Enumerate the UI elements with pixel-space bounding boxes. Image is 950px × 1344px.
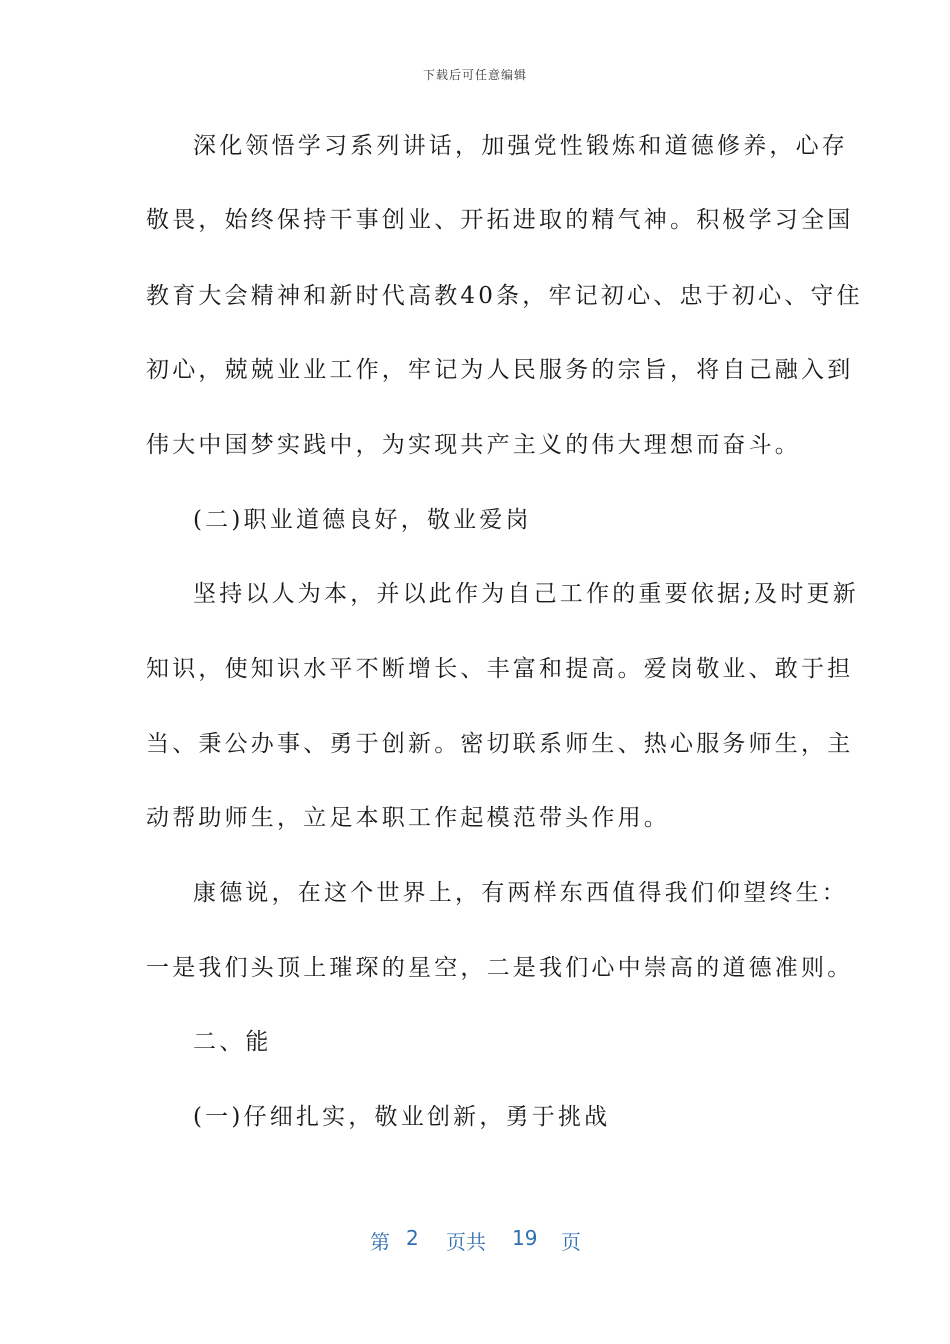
body-line: 当、秉公办事、勇于创新。密切联系师生、热心服务师生，主 <box>146 731 854 757</box>
body-line: 伟大中国梦实践中，为实现共产主义的伟大理想而奋斗。 <box>146 432 801 458</box>
total-pages-number: 19 <box>512 1226 538 1250</box>
body-line: 一是我们头顶上璀琛的星空，二是我们心中崇高的道德准则。 <box>146 955 854 981</box>
body-line: 深化领悟学习系列讲话，加强党性锻炼和道德修养，心存 <box>193 133 848 159</box>
section-heading: 二、能 <box>193 1029 272 1055</box>
body-line: 初心，兢兢业业工作，牢记为人民服务的宗旨，将自己融入到 <box>146 357 854 383</box>
body-line: 康德说，在这个世界上，有两样东西值得我们仰望终生： <box>193 880 848 906</box>
section-heading: (二)职业道德良好，敬业爱岗 <box>193 507 532 533</box>
page-suffix: 页 <box>561 1230 581 1254</box>
body-line: 敬畏，始终保持干事创业、开拓进取的精气神。积极学习全国 <box>146 207 854 233</box>
page-middle: 页共 <box>446 1230 486 1254</box>
header-note: 下载后可任意编辑 <box>422 68 527 82</box>
body-line: 知识，使知识水平不断增长、丰富和提高。爱岗敬业、敢于担 <box>146 656 854 682</box>
body-line: 坚持以人为本，并以此作为自己工作的重要依据;及时更新 <box>193 581 859 607</box>
page-prefix: 第 <box>370 1230 390 1254</box>
body-line: 动帮助师生，立足本职工作起模范带头作用。 <box>146 805 670 831</box>
body-line: 教育大会精神和新时代高教40条，牢记初心、忠于初心、守住 <box>146 283 863 309</box>
current-page-number: 2 <box>406 1226 419 1250</box>
subsection-heading: (一)仔细扎实，敬业创新，勇于挑战 <box>193 1104 611 1130</box>
